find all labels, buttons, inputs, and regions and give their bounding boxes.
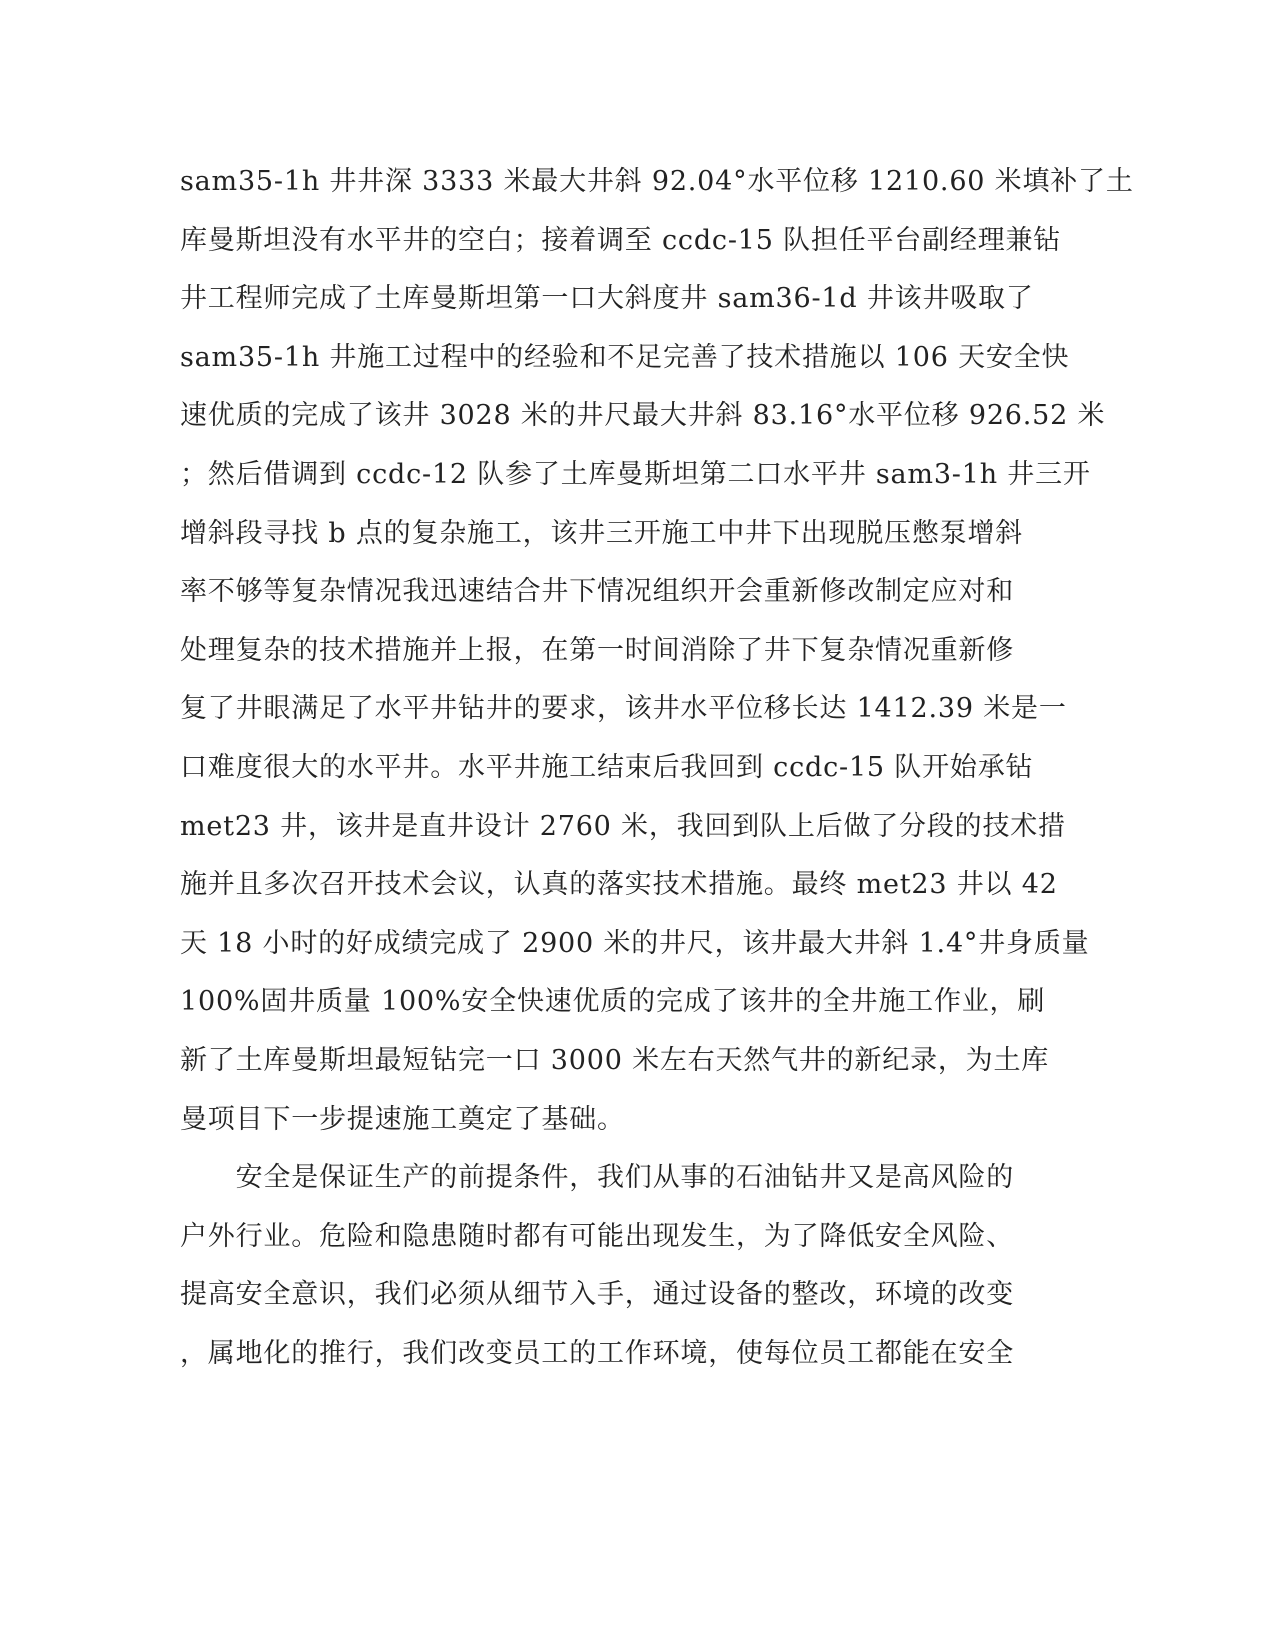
- text-line-10: 复了井眼满足了水平井钻井的要求，该井水平位移长达 1412.39 米是一: [180, 693, 1067, 724]
- text-line-19: 户外行业。危险和隐患随时都有可能出现发生，为了降低安全风险、: [180, 1221, 1014, 1252]
- text-line-15: 100%固井质量 100%安全快速优质的完成了该井的全井施工作业，刷: [180, 986, 1046, 1017]
- text-line-16: 新了土库曼斯坦最短钻完一口 3000 米左右天然气井的新纪录，为土库: [180, 1045, 1050, 1076]
- text-line-4: sam35-1h 井施工过程中的经验和不足完善了技术措施以 106 天安全快: [180, 342, 1070, 373]
- text-line-9: 处理复杂的技术措施并上报，在第一时间消除了井下复杂情况重新修: [180, 635, 1014, 666]
- text-line-8: 率不够等复杂情况我迅速结合井下情况组织开会重新修改制定应对和: [180, 576, 1014, 607]
- text-line-18: 安全是保证生产的前提条件，我们从事的石油钻井又是高风险的: [180, 1162, 1014, 1193]
- text-line-1: sam35-1h 井井深 3333 米最大井斜 92.04°水平位移 1210.60 米填补了土: [180, 166, 1134, 197]
- text-line-7: 增斜段寻找 b 点的复杂施工，该井三开施工中井下出现脱压憋泵增斜: [180, 518, 1024, 549]
- text-line-11: 口难度很大的水平井。水平井施工结束后我回到 ccdc-15 队开始承钻: [180, 752, 1034, 783]
- text-line-2: 库曼斯坦没有水平井的空白；接着调至 ccdc-15 队担任平台副经理兼钻: [180, 225, 1062, 256]
- text-line-6: ；然后借调到 ccdc-12 队参了土库曼斯坦第二口水平井 sam3-1h 井三开: [180, 459, 1091, 490]
- text-line-20: 提高安全意识，我们必须从细节入手，通过设备的整改，环境的改变: [180, 1279, 1014, 1310]
- text-line-13: 施并且多次召开技术会议，认真的落实技术措施。最终 met23 井以 42: [180, 869, 1058, 900]
- text-line-17: 曼项目下一步提速施工奠定了基础。: [180, 1104, 625, 1135]
- text-line-5: 速优质的完成了该井 3028 米的井尺最大井斜 83.16°水平位移 926.52 米: [180, 400, 1106, 431]
- text-line-21: ，属地化的推行，我们改变员工的工作环境，使每位员工都能在安全: [180, 1338, 1014, 1369]
- text-line-3: 井工程师完成了土库曼斯坦第一口大斜度井 sam36-1d 井该井吸取了: [180, 283, 1034, 314]
- text-line-14: 天 18 小时的好成绩完成了 2900 米的井尺，该井最大井斜 1.4°井身质量: [180, 928, 1090, 959]
- text-line-12: met23 井，该井是直井设计 2760 米，我回到队上后做了分段的技术措: [180, 811, 1066, 842]
